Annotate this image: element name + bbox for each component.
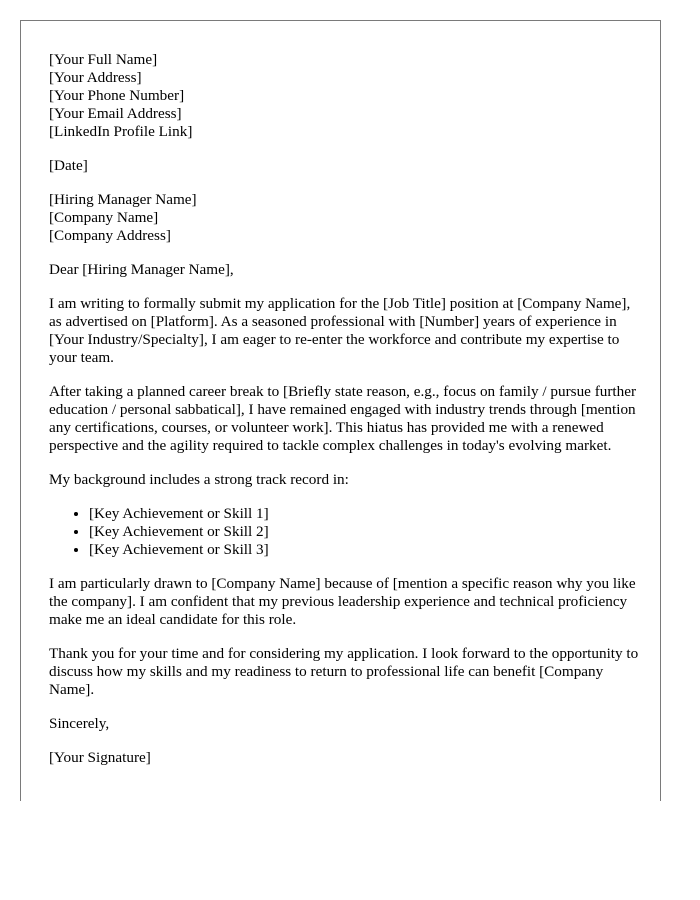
achievement-item: • [Key Achievement or Skill 2] — [89, 523, 641, 541]
sender-linkedin: [LinkedIn Profile Link] — [49, 123, 193, 140]
recipient-name: [Hiring Manager Name] — [49, 191, 197, 208]
recipient-address: [Company Address] — [49, 227, 171, 244]
sender-address: [Your Address] — [49, 69, 142, 86]
closing-paragraph: Thank you for your time and for considering my application. I look forward to the opportunity to discuss how my skills and my readiness to return to professional life can benefit [Company Name]. — [49, 645, 639, 698]
signoff: Sincerely, — [49, 715, 110, 732]
letter-date — [49, 157, 641, 175]
background-intro: My background includes a strong track record in: — [49, 471, 349, 488]
career-break-paragraph: After taking a planned career break to [Briefly state reason, e.g., focus on family / pursue further education / personal sabbatical], I have remained engaged with industry trends through [mention any certifications, courses, or volunteer work]. This hiatus has provided me with a renewed perspective and the agility required to tackle complex challenges in today's evolving market. — [49, 383, 637, 454]
signature: [Your Signature] — [49, 749, 151, 766]
achievement-item: • [Key Achievement or Skill 1] — [89, 505, 641, 523]
achievement-item: • [Key Achievement or Skill 3] — [89, 541, 641, 559]
letter-body — [49, 51, 641, 783]
sender-full-name: [Your Full Name] — [49, 51, 158, 68]
company-interest-paragraph: I am particularly drawn to [Company Name] because of [mention a specific reason why you like the company]. I am confident that my previous leadership experience and technical proficiency make me an ideal candidate for this role. — [49, 575, 636, 628]
salutation: Dear [Hiring Manager Name], — [49, 261, 234, 278]
recipient-info — [49, 191, 641, 245]
letter-page — [20, 20, 661, 801]
sender-email: [Your Email Address] — [49, 105, 182, 122]
achievements-list — [49, 505, 641, 559]
sender-phone: [Your Phone Number] — [49, 87, 185, 104]
date-text: [Date] — [49, 157, 88, 174]
recipient-company: [Company Name] — [49, 209, 159, 226]
sender-info — [49, 51, 641, 141]
intro-paragraph: I am writing to formally submit my application for the [Job Title] position at [Company Name], as advertised on [Platform]. As a seasoned professional with [Number] years of experience in [Your Industry/Specialty], I am eager to re-enter the workforce and contribute my expertise to your team. — [49, 295, 631, 366]
